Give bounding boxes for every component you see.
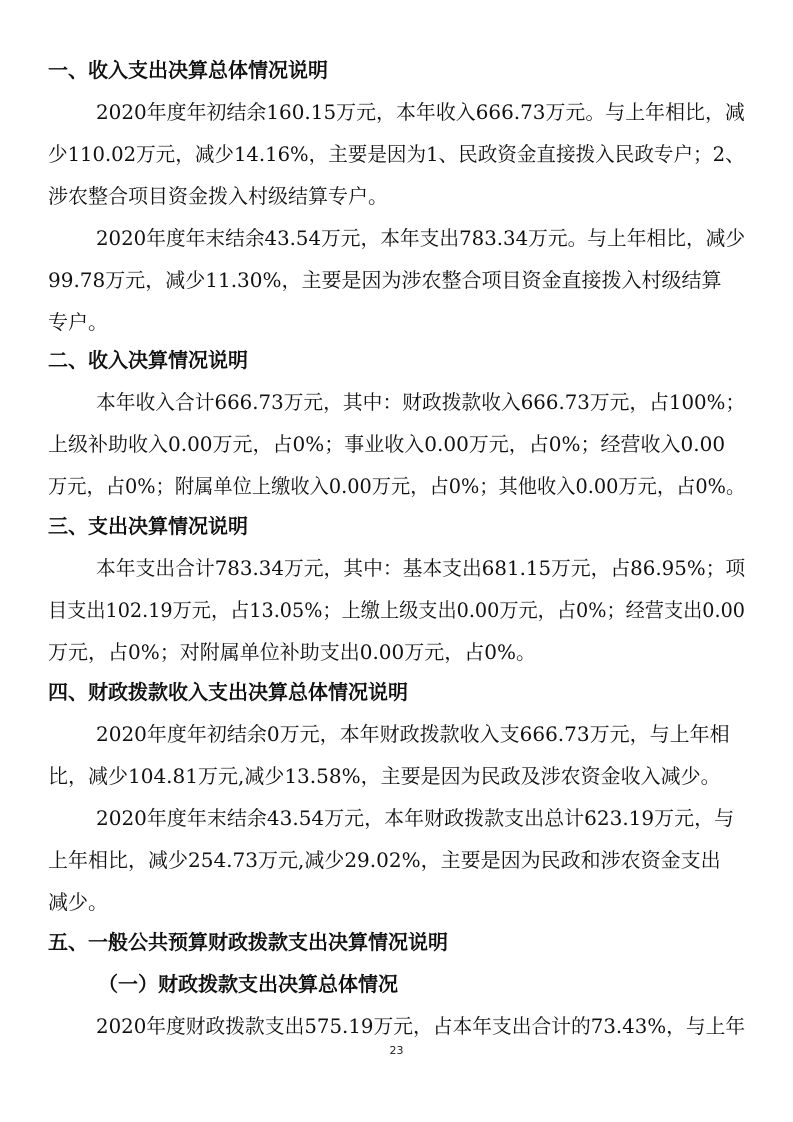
paragraph-line: 上年相比，减少254.73万元,减少29.02%，主要是因为民政和涉农资金支出 bbox=[48, 848, 721, 872]
paragraph-line: 本年收入合计666.73万元，其中：财政拨款收入666.73万元，占100%； bbox=[96, 390, 746, 414]
paragraph-line: 2020年度年末结余43.54万元，本年财政拨款支出总计623.19万元，与 bbox=[96, 806, 735, 830]
paragraph-line: 上级补助收入0.00万元，占0%；事业收入0.00万元，占0%；经营收入0.00 bbox=[48, 432, 726, 456]
section-heading: 五、一般公共预算财政拨款支出决算情况说明 bbox=[48, 930, 448, 954]
section-heading: 二、收入决算情况说明 bbox=[48, 348, 248, 372]
paragraph-line: 99.78万元，减少11.30%，主要是因为涉农整合项目资金直接拨入村级结算 bbox=[48, 268, 722, 292]
paragraph-line: 2020年度年末结余43.54万元，本年支出783.34万元。与上年相比，减少 bbox=[96, 226, 746, 250]
page-number: 23 bbox=[389, 1044, 404, 1057]
paragraph-line: 比，减少104.81万元,减少13.58%，主要是因为民政及涉农资金收入减少。 bbox=[48, 764, 721, 788]
section-heading: 一、收入支出决算总体情况说明 bbox=[48, 58, 328, 82]
paragraph-line: 万元，占0%；附属单位上缴收入0.00万元，占0%；其他收入0.00万元，占0%。 bbox=[48, 474, 746, 498]
paragraph-line: 少110.02万元，减少14.16%，主要是因为1、民政资金直接拨入民政专户；2、 bbox=[48, 142, 745, 166]
paragraph-line: 2020年度年初结余160.15万元，本年收入666.73万元。与上年相比，减 bbox=[96, 100, 745, 124]
paragraph-line: 本年支出合计783.34万元，其中：基本支出681.15万元，占86.95%；项 bbox=[96, 556, 746, 580]
paragraph-line: 2020年度财政拨款支出575.19万元，占本年支出合计的73.43%，与上年 bbox=[96, 1014, 746, 1038]
section-heading: 四、财政拨款收入支出决算总体情况说明 bbox=[48, 680, 408, 704]
paragraph-line: 万元，占0%；对附属单位补助支出0.00万元，占0%。 bbox=[48, 640, 536, 664]
paragraph-line: 涉农整合项目资金拨入村级结算专户。 bbox=[48, 184, 388, 208]
paragraph-line: 专户。 bbox=[48, 310, 108, 334]
paragraph-line: 2020年度年初结余0万元，本年财政拨款收入支666.73万元，与上年相 bbox=[96, 722, 730, 746]
section-heading: 三、支出决算情况说明 bbox=[48, 514, 248, 538]
paragraph-line: 目支出102.19万元，占13.05%；上缴上级支出0.00万元，占0%；经营支出0.00 bbox=[48, 598, 746, 622]
paragraph-line: 减少。 bbox=[48, 890, 108, 914]
section-subheading: （一）财政拨款支出决算总体情况 bbox=[98, 972, 398, 996]
